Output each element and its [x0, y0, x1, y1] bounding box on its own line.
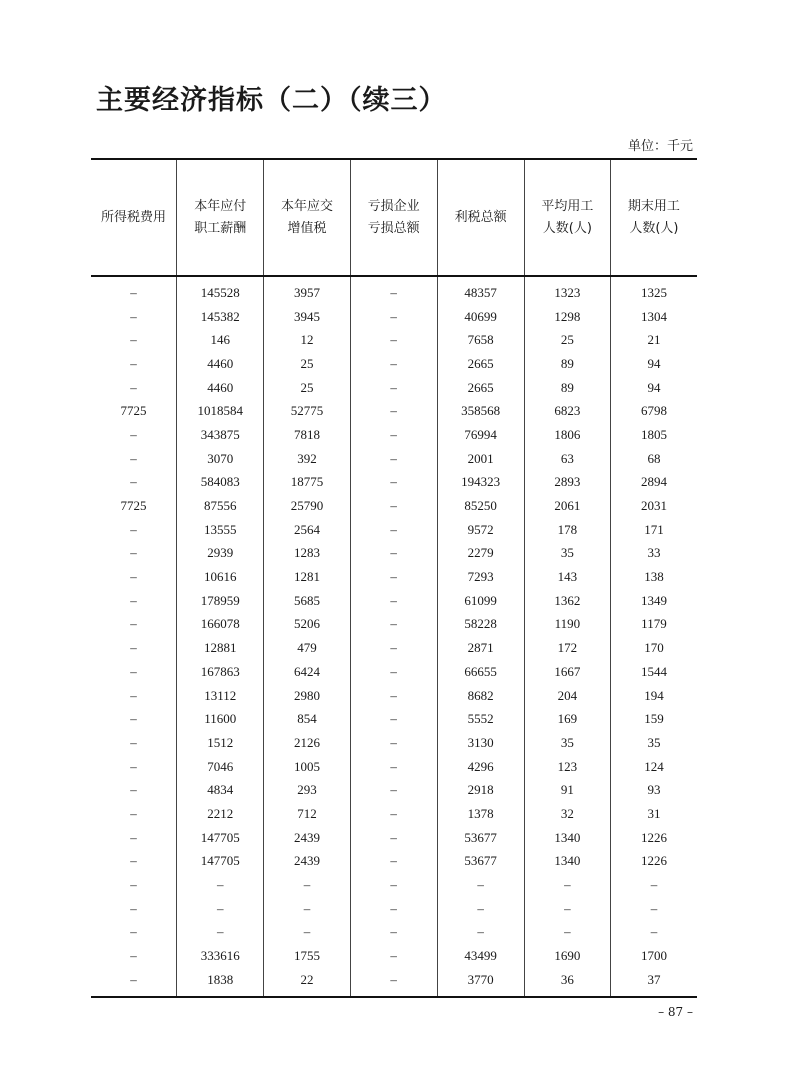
- table-cell: 2564: [264, 518, 350, 542]
- table-cell: –: [130, 545, 137, 561]
- table-cell: 2665: [437, 376, 524, 400]
- table-cell: –: [350, 850, 437, 874]
- table-cell: 8682: [437, 684, 524, 708]
- table-cell: 343875: [177, 423, 264, 447]
- table-cell: –: [264, 897, 350, 921]
- table-cell: 1349: [610, 589, 697, 613]
- table-row: [91, 921, 697, 945]
- table-cell: 178959: [177, 589, 264, 613]
- table-cell: 1544: [610, 660, 697, 684]
- table-cell: –: [350, 328, 437, 352]
- table-cell: 143: [524, 565, 610, 589]
- table-row: [91, 276, 697, 305]
- table-cell: 145528: [177, 276, 264, 305]
- table-cell: –: [264, 873, 350, 897]
- table-cell: –: [350, 826, 437, 850]
- table-cell: 53677: [437, 850, 524, 874]
- table-cell: –: [130, 355, 137, 371]
- table-cell: 3957: [264, 276, 350, 305]
- table-cell: –: [524, 921, 610, 945]
- table-cell: 1667: [524, 660, 610, 684]
- table-cell: 31: [610, 802, 697, 826]
- table-cell: 4460: [177, 352, 264, 376]
- table-cell: –: [350, 802, 437, 826]
- table-cell: 2939: [177, 542, 264, 566]
- column-header: 利税总额: [437, 159, 524, 276]
- table-cell: 22: [264, 968, 350, 997]
- table-cell: 11600: [177, 707, 264, 731]
- table-cell: 124: [610, 755, 697, 779]
- table-cell: –: [350, 423, 437, 447]
- table-cell: 68: [610, 447, 697, 471]
- table-cell: –: [524, 897, 610, 921]
- table-cell: 7725: [120, 403, 147, 419]
- table-header: [91, 159, 697, 276]
- table-cell: –: [130, 616, 137, 632]
- table-cell: –: [130, 379, 137, 395]
- table-cell: –: [610, 873, 697, 897]
- table-row: [91, 376, 697, 400]
- table-cell: –: [264, 921, 350, 945]
- table-cell: 293: [264, 778, 350, 802]
- table-cell: 7658: [437, 328, 524, 352]
- table-row: [91, 305, 697, 329]
- table-cell: –: [177, 897, 264, 921]
- table-row: [91, 968, 697, 997]
- table-cell: –: [350, 589, 437, 613]
- table-cell: 145382: [177, 305, 264, 329]
- header-row: [91, 159, 697, 276]
- table-cell: –: [350, 376, 437, 400]
- table-cell: 1005: [264, 755, 350, 779]
- table-cell: –: [130, 924, 137, 940]
- table-cell: –: [350, 542, 437, 566]
- table-row: [91, 660, 697, 684]
- table-row: [91, 613, 697, 637]
- table-cell: 172: [524, 636, 610, 660]
- table-cell: –: [610, 897, 697, 921]
- table-cell: 204: [524, 684, 610, 708]
- table-cell: 123: [524, 755, 610, 779]
- column-header: 平均用工 人数(人): [524, 159, 610, 276]
- table-cell: 40699: [437, 305, 524, 329]
- table-cell: 854: [264, 707, 350, 731]
- table-cell: 53677: [437, 826, 524, 850]
- table-cell: –: [130, 521, 137, 537]
- table-cell: –: [130, 853, 137, 869]
- table-row: [91, 447, 697, 471]
- table-cell: 1226: [610, 850, 697, 874]
- table-cell: –: [437, 921, 524, 945]
- table-cell: 32: [524, 802, 610, 826]
- table-cell: 194: [610, 684, 697, 708]
- table-cell: 2279: [437, 542, 524, 566]
- table-cell: 1340: [524, 850, 610, 874]
- table-cell: 35: [610, 731, 697, 755]
- table-cell: –: [130, 687, 137, 703]
- table-cell: –: [437, 873, 524, 897]
- table-cell: 1018584: [177, 399, 264, 423]
- table-cell: –: [130, 284, 137, 300]
- table-cell: 3070: [177, 447, 264, 471]
- table-cell: –: [130, 782, 137, 798]
- table-cell: –: [130, 592, 137, 608]
- table-cell: 89: [524, 376, 610, 400]
- table-body: [91, 276, 697, 997]
- table-cell: –: [437, 897, 524, 921]
- table-cell: 2061: [524, 494, 610, 518]
- table-cell: 2001: [437, 447, 524, 471]
- table-cell: –: [130, 829, 137, 845]
- table-cell: –: [130, 308, 137, 324]
- table-cell: 6823: [524, 399, 610, 423]
- table-cell: –: [350, 276, 437, 305]
- table-cell: 1304: [610, 305, 697, 329]
- table-cell: –: [350, 755, 437, 779]
- table-cell: –: [350, 352, 437, 376]
- table-cell: 13112: [177, 684, 264, 708]
- table-cell: 89: [524, 352, 610, 376]
- table-cell: –: [130, 805, 137, 821]
- table-cell: 1512: [177, 731, 264, 755]
- table-cell: 1226: [610, 826, 697, 850]
- table-cell: 91: [524, 778, 610, 802]
- table-row: [91, 352, 697, 376]
- column-header: 亏损企业 亏损总额: [350, 159, 437, 276]
- table-row: [91, 707, 697, 731]
- table-cell: 87556: [177, 494, 264, 518]
- table-cell: 21: [610, 328, 697, 352]
- table-cell: –: [350, 778, 437, 802]
- table-cell: –: [350, 613, 437, 637]
- table-cell: 66655: [437, 660, 524, 684]
- table-cell: 2918: [437, 778, 524, 802]
- table-row: [91, 897, 697, 921]
- table-cell: 76994: [437, 423, 524, 447]
- table-cell: 5206: [264, 613, 350, 637]
- table-cell: –: [350, 873, 437, 897]
- table-cell: 48357: [437, 276, 524, 305]
- table-cell: –: [350, 471, 437, 495]
- table-cell: 35: [524, 542, 610, 566]
- table-cell: 2871: [437, 636, 524, 660]
- table-cell: 2031: [610, 494, 697, 518]
- table-cell: 4834: [177, 778, 264, 802]
- table-cell: 3770: [437, 968, 524, 997]
- table-cell: 2894: [610, 471, 697, 495]
- table-cell: –: [350, 447, 437, 471]
- table-cell: 37: [610, 968, 697, 997]
- table-cell: 1838: [177, 968, 264, 997]
- table-cell: –: [350, 494, 437, 518]
- table-cell: 52775: [264, 399, 350, 423]
- table-cell: 1755: [264, 944, 350, 968]
- table-cell: 61099: [437, 589, 524, 613]
- table-cell: –: [130, 332, 137, 348]
- table-row: [91, 684, 697, 708]
- table-row: [91, 850, 697, 874]
- table-cell: –: [130, 971, 137, 987]
- table-cell: –: [130, 426, 137, 442]
- table-cell: 1281: [264, 565, 350, 589]
- table-cell: 2980: [264, 684, 350, 708]
- table-cell: –: [350, 565, 437, 589]
- table-cell: –: [350, 968, 437, 997]
- table-cell: 2439: [264, 826, 350, 850]
- table-cell: 1325: [610, 276, 697, 305]
- table-cell: 1805: [610, 423, 697, 447]
- table-cell: 167863: [177, 660, 264, 684]
- table-cell: 43499: [437, 944, 524, 968]
- table-cell: 2439: [264, 850, 350, 874]
- table-cell: –: [350, 660, 437, 684]
- table-row: [91, 423, 697, 447]
- table-cell: –: [350, 921, 437, 945]
- unit-label: 单位：千元: [627, 139, 693, 154]
- table-cell: –: [350, 731, 437, 755]
- table-cell: 9572: [437, 518, 524, 542]
- table-cell: –: [524, 873, 610, 897]
- table-cell: 138: [610, 565, 697, 589]
- table-cell: 25: [524, 328, 610, 352]
- table-cell: 146: [177, 328, 264, 352]
- table-cell: 2665: [437, 352, 524, 376]
- table-cell: 58228: [437, 613, 524, 637]
- column-header: 所得税费用: [101, 209, 167, 225]
- table-cell: –: [130, 758, 137, 774]
- table-row: [91, 755, 697, 779]
- table-cell: 4296: [437, 755, 524, 779]
- table-cell: 6798: [610, 399, 697, 423]
- table-cell: 169: [524, 707, 610, 731]
- table-cell: 333616: [177, 944, 264, 968]
- table-cell: 7818: [264, 423, 350, 447]
- table-cell: 6424: [264, 660, 350, 684]
- table-row: [91, 565, 697, 589]
- table-row: [91, 826, 697, 850]
- table-cell: 18775: [264, 471, 350, 495]
- table-cell: –: [350, 684, 437, 708]
- table-cell: 33: [610, 542, 697, 566]
- table-cell: 1190: [524, 613, 610, 637]
- table-cell: –: [130, 450, 137, 466]
- economic-indicators-table: [91, 158, 697, 998]
- table-cell: 194323: [437, 471, 524, 495]
- table-row: [91, 802, 697, 826]
- table-cell: 12881: [177, 636, 264, 660]
- column-header: 本年应付 职工薪酬: [177, 159, 264, 276]
- table-cell: –: [350, 636, 437, 660]
- table-cell: 2212: [177, 802, 264, 826]
- table-cell: –: [130, 474, 137, 490]
- table-cell: –: [130, 640, 137, 656]
- table-cell: 25790: [264, 494, 350, 518]
- table-cell: 7293: [437, 565, 524, 589]
- table-cell: 392: [264, 447, 350, 471]
- table-row: [91, 328, 697, 352]
- table-cell: –: [350, 897, 437, 921]
- table-row: [91, 494, 697, 518]
- table-cell: 1323: [524, 276, 610, 305]
- table-cell: –: [130, 877, 137, 893]
- table-cell: 7046: [177, 755, 264, 779]
- table-cell: 147705: [177, 826, 264, 850]
- column-header: 本年应交 增值税: [264, 159, 350, 276]
- table-cell: –: [130, 569, 137, 585]
- table-cell: 1700: [610, 944, 697, 968]
- page-number: – 87 –: [658, 1005, 693, 1019]
- table-cell: –: [130, 734, 137, 750]
- table-cell: 171: [610, 518, 697, 542]
- table-row: [91, 873, 697, 897]
- table-row: [91, 518, 697, 542]
- table-row: [91, 778, 697, 802]
- table-cell: 5685: [264, 589, 350, 613]
- table-cell: 712: [264, 802, 350, 826]
- table-cell: –: [350, 399, 437, 423]
- table-cell: 479: [264, 636, 350, 660]
- table-cell: 147705: [177, 850, 264, 874]
- table-cell: –: [130, 711, 137, 727]
- table-row: [91, 399, 697, 423]
- table-cell: 25: [264, 376, 350, 400]
- table-cell: 36: [524, 968, 610, 997]
- table-cell: 3945: [264, 305, 350, 329]
- table-cell: 1362: [524, 589, 610, 613]
- table-cell: 94: [610, 376, 697, 400]
- table-cell: 4460: [177, 376, 264, 400]
- table-row: [91, 471, 697, 495]
- table-row: [91, 589, 697, 613]
- table-cell: –: [177, 873, 264, 897]
- table-row: [91, 542, 697, 566]
- table-row: [91, 636, 697, 660]
- table-cell: 1298: [524, 305, 610, 329]
- table-cell: –: [130, 948, 137, 964]
- page-title: 主要经济指标（二）（续三）: [96, 85, 447, 116]
- table-cell: 2893: [524, 471, 610, 495]
- table-cell: 159: [610, 707, 697, 731]
- table-cell: 1283: [264, 542, 350, 566]
- table-cell: 93: [610, 778, 697, 802]
- table-cell: –: [350, 707, 437, 731]
- table-cell: 3130: [437, 731, 524, 755]
- table-row: [91, 944, 697, 968]
- table-cell: 1806: [524, 423, 610, 447]
- table-cell: 5552: [437, 707, 524, 731]
- table-cell: 13555: [177, 518, 264, 542]
- table-cell: –: [130, 900, 137, 916]
- table-cell: –: [350, 305, 437, 329]
- table-cell: 25: [264, 352, 350, 376]
- table-cell: –: [610, 921, 697, 945]
- table-cell: 10616: [177, 565, 264, 589]
- table-cell: 12: [264, 328, 350, 352]
- table-cell: 1378: [437, 802, 524, 826]
- table-cell: 358568: [437, 399, 524, 423]
- table-row: [91, 731, 697, 755]
- table-cell: 94: [610, 352, 697, 376]
- table-cell: 1690: [524, 944, 610, 968]
- table-cell: –: [350, 518, 437, 542]
- table-cell: 85250: [437, 494, 524, 518]
- table-cell: 2126: [264, 731, 350, 755]
- table-cell: 166078: [177, 613, 264, 637]
- column-header: 期末用工 人数(人): [610, 159, 697, 276]
- table-cell: –: [177, 921, 264, 945]
- table-cell: 584083: [177, 471, 264, 495]
- table-cell: 1179: [610, 613, 697, 637]
- table-cell: 7725: [120, 498, 147, 514]
- table-cell: –: [130, 663, 137, 679]
- table-cell: 1340: [524, 826, 610, 850]
- table-cell: –: [350, 944, 437, 968]
- table-cell: 63: [524, 447, 610, 471]
- table-cell: 170: [610, 636, 697, 660]
- table-cell: 178: [524, 518, 610, 542]
- table-cell: 35: [524, 731, 610, 755]
